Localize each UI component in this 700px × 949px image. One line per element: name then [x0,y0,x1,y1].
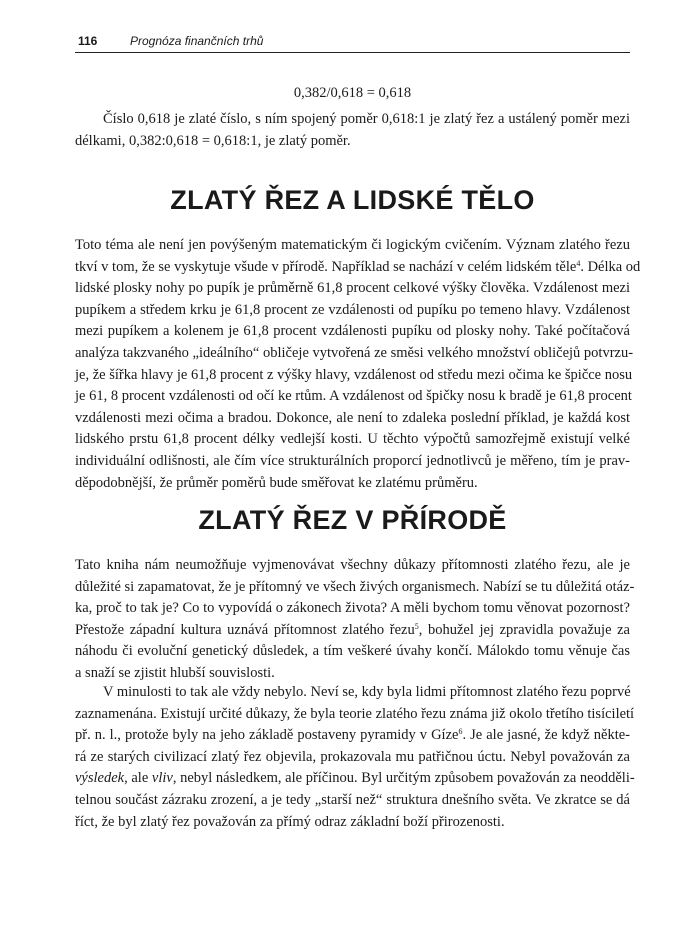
text-line [75,768,635,790]
italic-term: výsledek [75,770,125,787]
text-line: ka, proč to tak je? Co to vypovídá o zákonech života? A měli bychom tomu věnovat pozornost? [75,600,630,617]
page-number: 116 [78,34,98,48]
text-line: důležité si zapamatovat, že je přítomný ve všech živých organismech. Nabízí se tu důležitá otáz- [75,578,635,595]
text-fragment: , nebyl následkem, ale příčinou. Byl určitým způsobem považován za neodděli- [172,770,635,787]
section-heading-body: ZLATÝ ŘEZ A LIDSKÉ TĚLO [170,185,535,215]
section2-paragraph-2 [75,682,635,833]
text-fragment: . Délka od [580,258,641,275]
text-line: individuální odlišnosti, ale čím více strukturálních proporcí jednotlivců je měřeno, tím je prav- [75,452,630,469]
text-line [75,620,630,642]
text-line [75,725,630,747]
text-line: vzdálenosti mezi očima a bradou. Dokonce, ale není to zdaleka poslední příklad, je každá kost [75,409,630,426]
text-fragment: . Je ale jasné, že když někte- [462,727,630,744]
text-fragment: tkví v tom, že se vyskytuje všude v přírodě. Například se nachází v celém lidském těle [75,258,577,275]
text-line: pupíkem a středem krku je 61,8 procent ze vzdálenosti od pupíku po temeno hlavy. Vzdálenost [75,301,630,318]
text-fragment: Přestože západní kultura uznává přítomnost zlatého řezu [75,621,415,638]
italic-term: vliv [151,770,173,787]
section1-paragraph [75,235,641,494]
text-fragment: , ale [124,770,152,787]
text-line: lidské plosky nohy po pupík je průměrně 61,8 procent celkové výšky člověka. Vzdálenost mezi [75,280,630,297]
text-line: zaznamenána. Existují určité důkazy, že byla teorie zlatého řezu známa již okolo třetího tisíciletí [75,705,635,722]
text-line: je 61, 8 procent vzdálenosti od očí ke rtům. A vzdálenost od špičky nosu k bradě je 61,8 procent [75,388,632,405]
footnote-ref: 6 [458,727,463,737]
text-line: rá ze starých civilizací zlatý řez objevila, prokazovala mu patřičnou úctu. Nebyl považován za [75,748,630,765]
text-line: Toto téma ale není jen povýšeným matematickým či logickým cvičením. Význam zlatého řezu [75,237,630,253]
text-fragment: př. n. l., protože byly na jeho základě postaveny pyramidy v Gíze [75,727,459,744]
intro-line: délkami, 0,382:0,618 = 0,618:1, je zlatý poměr. [75,132,351,149]
section-heading-nature: ZLATÝ ŘEZ V PŘÍRODĚ [198,505,507,535]
intro-line: Číslo 0,618 je zlaté číslo, s ním spojený poměr 0,618:1 je zlatý řez a ustálený poměr mezi [103,111,630,127]
text-line: a snaží se zjistit hlubší souvislosti. [75,664,275,681]
text-line: děpodobnější, že průměr poměrů bude směřovat ke zlatému průměru. [75,474,478,491]
section2-paragraph-1 [75,555,635,685]
text-line [75,257,641,279]
footnote-ref: 5 [414,621,419,631]
text-line: říct, že byl zlatý řez považován za přímý odraz základní boží přirozenosti. [75,813,505,830]
text-line: náhodu či evoluční genetický důsledek, a tím veškeré úvahy končí. Málokdo tomu věnuje čas [75,643,630,660]
running-header [75,30,630,53]
book-title: Prognóza finančních trhů [130,34,264,48]
intro-paragraph [75,109,630,152]
text-fragment: , bohužel jej zpravidla považuje za [418,621,630,638]
text-line: je, že šířka hlavy je 61,8 procent z výšky hlavy, vzdálenost od středu mezi očima ke špičce nosu [75,366,633,383]
text-line: lidského prstu 61,8 procent délky vedlejší kosti. U těchto výpočtů samozřejmě existují velké [75,431,630,448]
footnote-ref: 4 [576,258,581,268]
text-line: V minulosti to tak ale vždy nebylo. Neví se, kdy byla lidmi přítomnost zlatého řezu poprvé [103,684,631,700]
formula: 0,382/0,618 = 0,618 [293,85,412,101]
text-line: telnou součást zázraku zrození, a je tedy „starší než“ struktura dnešního světa. Ve zkratce se dá [75,791,630,808]
text-line: mezi pupíkem a kolenem je 61,8 procent vzdálenosti pupíku od plosky nohy. Také počítačová [75,323,630,340]
text-line: Tato kniha nám neumožňuje vyjmenovávat všechny důkazy přítomnosti zlatého řezu, ale je [75,557,630,573]
text-line: analýza takzvaného „ideálního“ obličeje vytvořená ze směsi velkého množství obličejů potvrzu- [75,344,634,361]
